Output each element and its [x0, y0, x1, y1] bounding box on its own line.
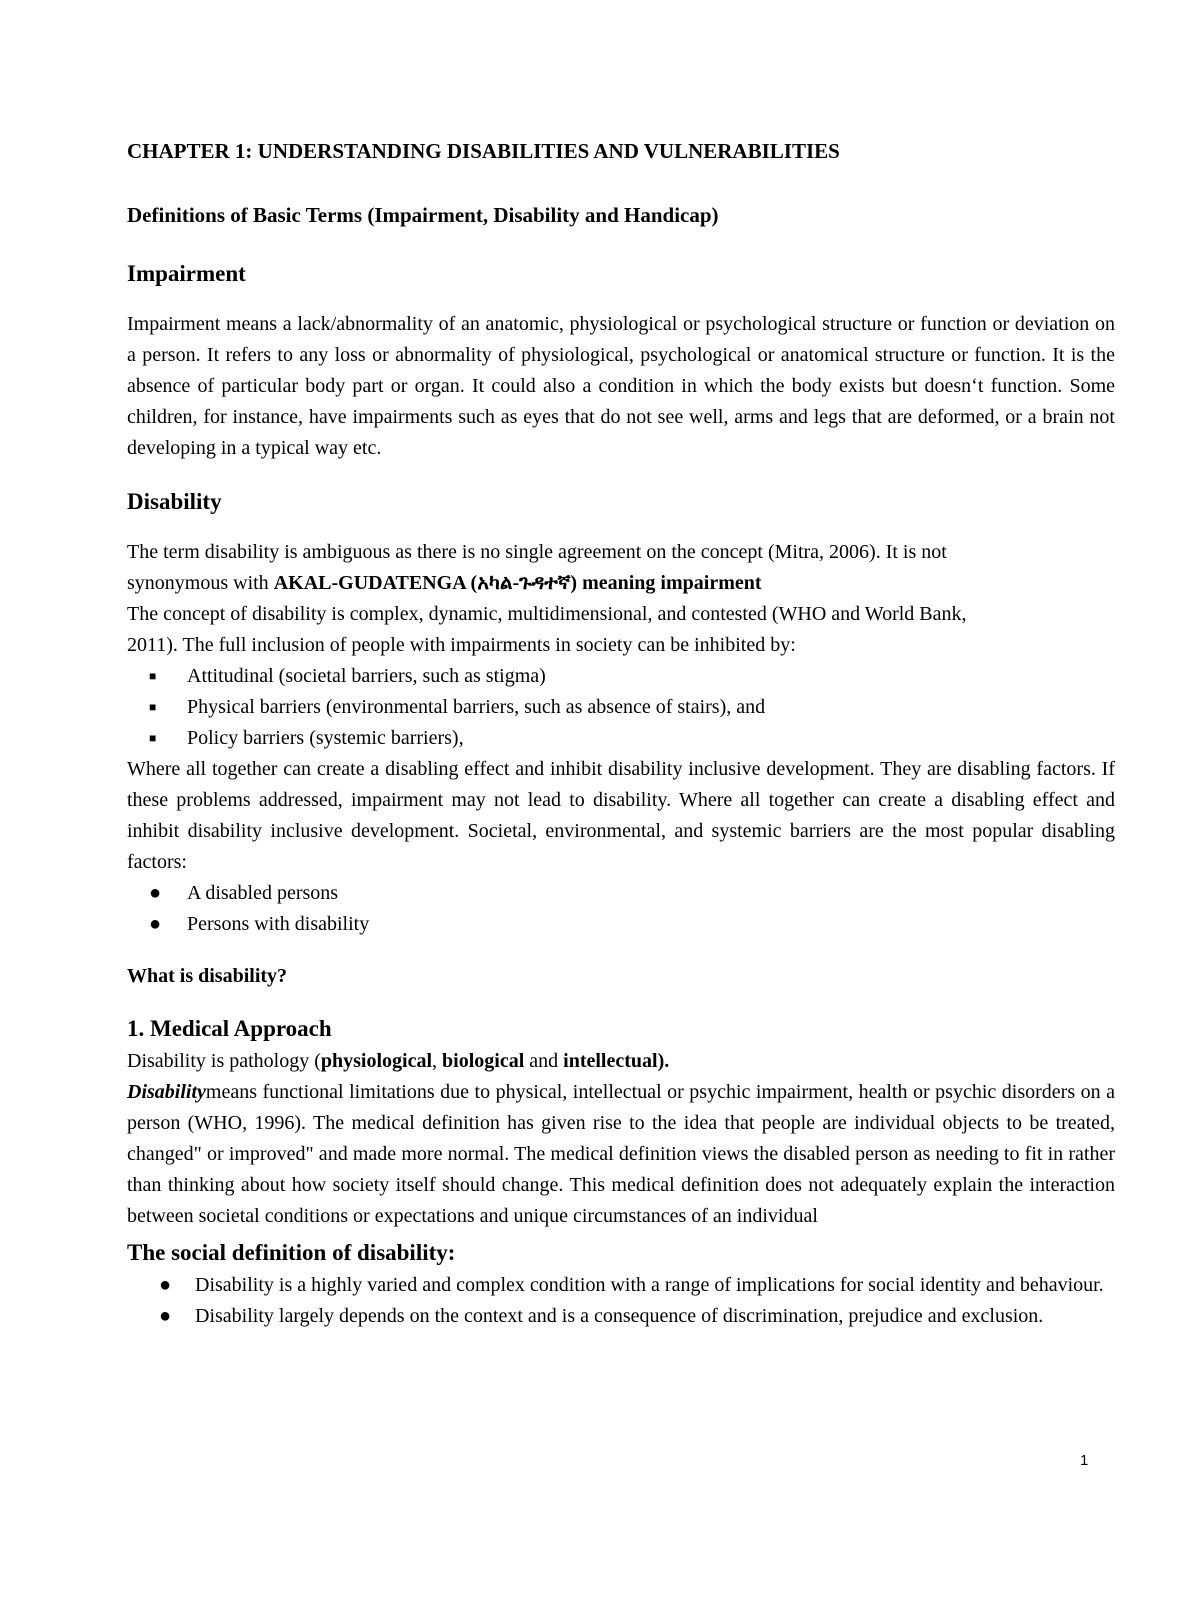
list-item [149, 692, 1115, 723]
page-number: 1 [1080, 1452, 1089, 1469]
social-definition-heading: The social definition of disability: [127, 1240, 456, 1265]
chapter-title: CHAPTER 1: UNDERSTANDING DISABILITIES AND VULNERABILITIES [127, 139, 840, 163]
medical-approach-heading: 1. Medical Approach [127, 1016, 332, 1041]
barriers-list [127, 661, 1115, 754]
round-bullet-icon: ● [159, 1305, 172, 1327]
disability-concept-line2: 2011). The full inclusion of people with impairments in society can be inhibited by: [127, 634, 796, 656]
definitions-title: Definitions of Basic Terms (Impairment, Disability and Handicap) [127, 203, 719, 227]
list-item-text: Persons with disability [187, 913, 370, 935]
round-bullet-icon: ● [149, 882, 162, 904]
list-item-text: Physical barriers (environmental barriers, such as absence of stairs), and [187, 696, 766, 718]
medical-pathology-line [127, 1046, 1115, 1077]
separator: and [524, 1050, 564, 1072]
list-item-text: Disability is a highly varied and complex condition with a range of implications for social identity and behaviour. [195, 1274, 1104, 1296]
pathology-prefix: Disability is pathology ( [127, 1050, 321, 1072]
list-item [149, 661, 1115, 692]
square-bullet-icon: ■ [149, 731, 157, 745]
intro-amharic-term: አካል-ጉዳተኛ [477, 572, 571, 594]
list-item [159, 1270, 1115, 1301]
square-bullet-icon: ■ [149, 669, 157, 683]
list-item-text: Policy barriers (systemic barriers), [187, 727, 464, 749]
terms-list [127, 878, 1115, 940]
impairment-heading: Impairment [127, 261, 246, 286]
list-item-text: Disability largely depends on the context and is a consequence of discrimination, prejudice and exclusion. [195, 1305, 1044, 1327]
what-is-disability-heading: What is disability? [127, 965, 288, 987]
disability-intro-line1: The term disability is ambiguous as there is no single agreement on the concept (Mitra, 2006). It is not [127, 541, 947, 563]
intro-suffix: ) meaning impairment [570, 572, 762, 594]
medical-definition-paragraph [127, 1077, 1115, 1232]
round-bullet-icon: ● [159, 1274, 172, 1296]
list-item [159, 1301, 1115, 1332]
list-item [149, 723, 1115, 754]
term-intellectual: intellectual). [563, 1050, 670, 1072]
page-content [127, 136, 1115, 1332]
social-definition-list [127, 1270, 1115, 1332]
square-bullet-icon: ■ [149, 700, 157, 714]
list-item-text: Attitudinal (societal barriers, such as stigma) [187, 665, 546, 687]
disability-heading: Disability [127, 489, 222, 514]
impairment-paragraph: Impairment means a lack/abnormality of an anatomic, physiological or psychological structure or function or deviation on a person. It refers to any loss or abnormality of physiological, psychological or anatomical structure or function. It is the absence of particular body part or organ. It could also a condition in which the body exists but doesn‘t function. Some children, for instance, have impairments such as eyes that do not see well, arms and legs that are deformed, or a brain not developing in a typical way etc. [127, 313, 1115, 459]
disability-intro-line2 [127, 568, 1115, 599]
list-item-text: A disabled persons [187, 882, 339, 904]
term-physiological: physiological [320, 1050, 433, 1072]
list-item [149, 909, 1115, 940]
round-bullet-icon: ● [149, 913, 162, 935]
medical-definition-text: means functional limitations due to physical, intellectual or psychic impairment, health or psychic disorders on a person (WHO, 1996). The medical definition has given rise to the idea that people are individual objects to be treated, changed" or improved" and made more normal. The medical definition views the disabled person as needing to fit in rather than thinking about how society itself should change. This medical definition does not adequately explain the interaction between societal conditions or expectations and unique circumstances of an individual [127, 1081, 1115, 1227]
disability-concept-line1: The concept of disability is complex, dynamic, multidimensional, and contested (WHO and World Bank, [127, 603, 967, 625]
barriers-paragraph: Where all together can create a disabling effect and inhibit disability inclusive development. They are disabling factors. If these problems addressed, impairment may not lead to disability. Where all together can create a disabling effect and inhibit disability inclusive development. Societal, environmental, and systemic barriers are the most popular disabling factors: [127, 758, 1115, 873]
separator: , [432, 1050, 443, 1072]
term-biological: biological [442, 1050, 525, 1072]
intro-bold-term: AKAL-GUDATENGA ( [273, 572, 478, 594]
intro-prefix: synonymous with [127, 572, 274, 594]
disability-term: Disability [127, 1081, 206, 1103]
list-item [149, 878, 1115, 909]
